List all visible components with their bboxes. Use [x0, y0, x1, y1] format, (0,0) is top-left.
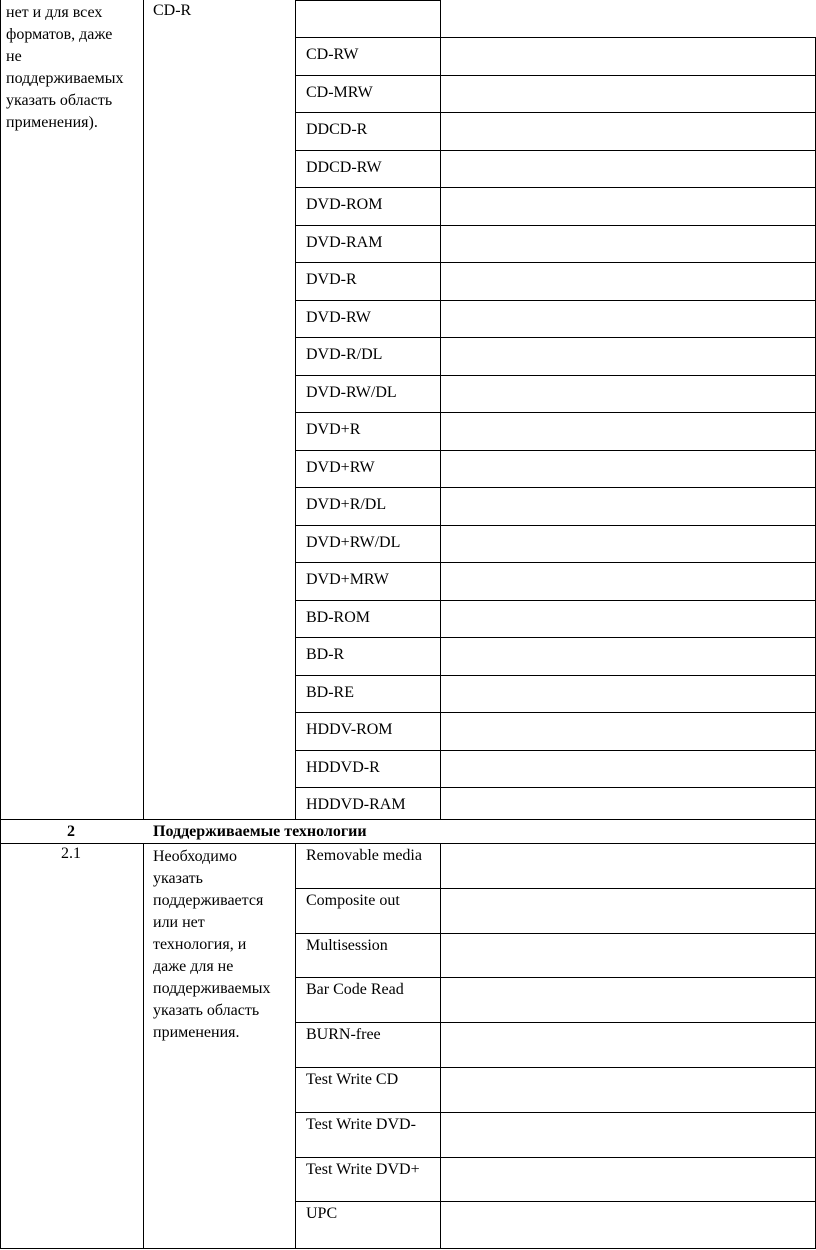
- note-line: не: [6, 48, 22, 65]
- table-border: [295, 637, 816, 638]
- table-border: [295, 675, 816, 676]
- format-item-label: HDDV-ROM: [306, 721, 393, 738]
- table-border: [295, 712, 816, 713]
- table-border: [143, 843, 144, 1248]
- table-border: [295, 1201, 816, 1202]
- format-item-label: DVD+R/DL: [306, 496, 387, 513]
- table-border: [295, 1022, 816, 1023]
- note-line: поддерживаемых: [6, 70, 124, 87]
- note-line: форматов, даже: [6, 26, 113, 43]
- format-item-label: CD-MRW: [306, 84, 373, 101]
- table-border: [295, 75, 816, 76]
- format-item-label: DVD-RAM: [306, 234, 383, 251]
- format-item-label: DVD+R: [306, 421, 361, 438]
- table-border: [295, 337, 816, 338]
- format-item-label: DVD+MRW: [306, 571, 389, 588]
- note-line: нет и для всех: [6, 4, 103, 21]
- format-item-label: DVD-R: [306, 271, 357, 288]
- technology-item-label: Bar Code Read: [306, 981, 404, 998]
- format-item-label: DVD-ROM: [306, 196, 383, 213]
- format-item-label: DVD-R/DL: [306, 346, 383, 363]
- technology-item-label: Test Write DVD-: [306, 1116, 416, 1133]
- table-border: [295, 1112, 816, 1113]
- technology-item-label: UPC: [306, 1205, 338, 1222]
- format-item-label: DDCD-R: [306, 121, 368, 138]
- format-item-label: BD-R: [306, 646, 345, 663]
- note-line: применения).: [6, 114, 98, 131]
- note-line: Необходимо: [153, 848, 237, 865]
- table-border: [295, 933, 816, 934]
- note-line: применения.: [153, 1024, 240, 1041]
- table-border: [0, 0, 1, 1248]
- note-line: указать область: [153, 1002, 260, 1019]
- format-item-label: BD-ROM: [306, 609, 371, 626]
- table-border: [295, 412, 816, 413]
- section-title: Поддерживаемые технологии: [153, 823, 367, 840]
- table-border: [295, 888, 816, 889]
- format-item-label: HDDVD-RAM: [306, 796, 406, 813]
- format-note: [6, 2, 124, 134]
- format-item-label: BD-RE: [306, 684, 354, 701]
- table-border: [295, 1157, 816, 1158]
- note-line: или нет: [153, 914, 205, 931]
- table-border: [0, 819, 816, 820]
- technology-item-label: Test Write DVD+: [306, 1161, 420, 1178]
- format-item-label: DVD-RW/DL: [306, 384, 397, 401]
- row-number: 2.1: [61, 845, 81, 862]
- note-line: указать область: [6, 92, 113, 109]
- table-border: [295, 487, 816, 488]
- table-border: [295, 750, 816, 751]
- note-line: указать: [153, 870, 203, 887]
- technology-item-label: Test Write CD: [306, 1071, 399, 1088]
- table-border: [295, 1067, 816, 1068]
- technology-item-label: Multisession: [306, 937, 388, 954]
- table-border: [295, 562, 816, 563]
- table-border: [295, 300, 816, 301]
- note-line: даже для не: [153, 958, 234, 975]
- technology-item-label: Composite out: [306, 892, 400, 909]
- format-item-label: DVD-RW: [306, 309, 371, 326]
- table-border: [440, 843, 441, 1248]
- format-item-label: CD-RW: [306, 46, 359, 63]
- note-line: поддерживаемых: [153, 980, 271, 997]
- table-border: [295, 187, 816, 188]
- format-group-label: CD-R: [153, 2, 192, 19]
- table-border: [295, 225, 816, 226]
- table-border: [295, 843, 296, 1248]
- technology-item-label: BURN-free: [306, 1026, 381, 1043]
- table-border: [295, 525, 816, 526]
- table-border: [295, 375, 816, 376]
- table-border: [295, 787, 816, 788]
- table-border: [440, 0, 441, 819]
- note-line: технология, и: [153, 936, 247, 953]
- table-border: [295, 112, 816, 113]
- technology-item-label: Removable media: [306, 847, 422, 864]
- format-item-label: DVD+RW: [306, 459, 375, 476]
- table-border: [0, 1248, 816, 1249]
- table-border: [295, 450, 816, 451]
- table-border: [295, 150, 816, 151]
- technology-note: [153, 846, 271, 1044]
- table-border: [295, 37, 816, 38]
- table-border: [295, 0, 296, 819]
- note-line: поддерживается: [153, 892, 264, 909]
- table-border: [295, 977, 816, 978]
- table-border: [295, 600, 816, 601]
- format-item-label: DDCD-RW: [306, 159, 382, 176]
- format-item-label: DVD+RW/DL: [306, 534, 401, 551]
- format-item-label: HDDVD-R: [306, 759, 380, 776]
- table-border: [295, 262, 816, 263]
- table-border: [295, 0, 441, 1]
- table-border: [143, 0, 144, 819]
- section-number: 2: [67, 823, 75, 840]
